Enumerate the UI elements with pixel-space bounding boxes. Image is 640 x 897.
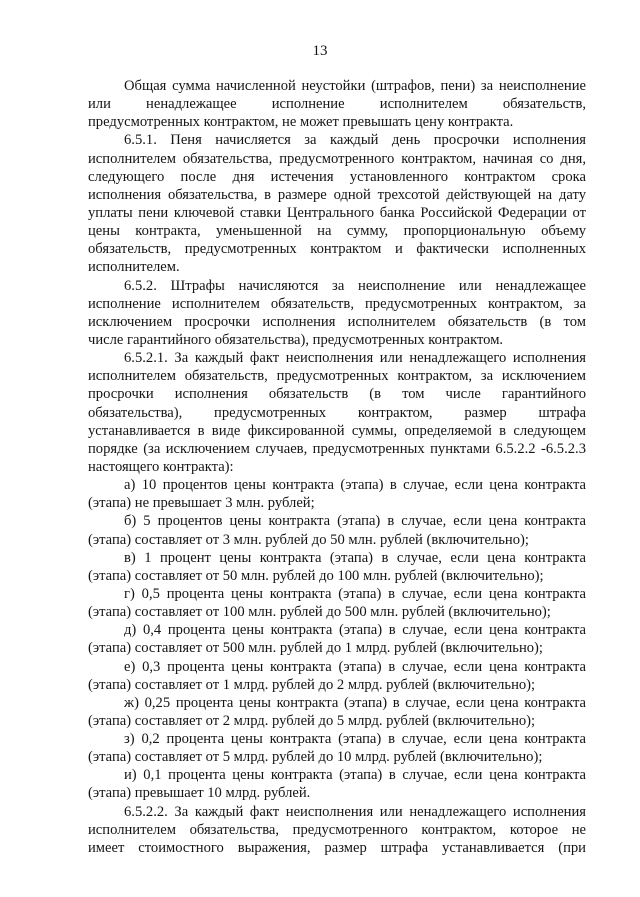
text-line: и) 0,1 процента цены контракта (этапа) в случае, если цена контракта <box>124 767 586 784</box>
text-line: исполнителем обязательств, предусмотренных контрактом, за исключением <box>88 368 586 385</box>
text-line: уплаты пени ключевой ставки Центрального банка Российской Федерации от <box>88 204 586 221</box>
text-line: или ненадлежащее исполнение исполнителем обязательств, <box>88 96 586 113</box>
text-line: имеет стоимостного выражения, размер штрафа устанавливается (при <box>88 839 586 856</box>
text-line: (этапа) составляет от 2 млрд. рублей до 5 млрд. рублей (включительно); <box>88 712 536 729</box>
text-line: а) 10 процентов цены контракта (этапа) в случае, если цена контракта <box>124 477 586 494</box>
text-line: (этапа) составляет от 100 млн. рублей до 500 млн. рублей (включительно); <box>88 604 551 621</box>
text-line: исполнителем обязательства, предусмотренного контрактом, которое не <box>88 821 586 838</box>
text-line: (этапа) составляет от 5 млрд. рублей до 10 млрд. рублей (включительно); <box>88 749 543 766</box>
text-line: цены контракта, уменьшенной на сумму, пропорциональную объему <box>88 223 586 240</box>
text-line: обязательств, предусмотренных контрактом и фактически исполненных <box>88 241 586 258</box>
text-line: 6.5.2.2. За каждый факт неисполнения или ненадлежащего исполнения <box>124 803 586 820</box>
text-line: г) 0,5 процента цены контракта (этапа) в случае, если цена контракта <box>124 585 586 602</box>
text-line: 6.5.2. Штрафы начисляются за неисполнение или ненадлежащее <box>124 277 586 294</box>
text-line: (этапа) превышает 10 млрд. рублей. <box>88 785 311 802</box>
text-line: (этапа) не превышает 3 млн. рублей; <box>88 495 315 512</box>
text-line: предусмотренных контрактом, не может превышать цену контракта. <box>88 114 514 131</box>
text-line: исполнение исполнителем обязательств, предусмотренных контрактом, за <box>88 295 586 312</box>
text-line: ж) 0,25 процента цены контракта (этапа) в случае, если цена контракта <box>124 694 586 711</box>
text-line: настоящего контракта): <box>88 458 234 475</box>
text-line: исполнения обязательства, в размере одной трехсотой действующей на дату <box>88 186 586 203</box>
text-line: (этапа) составляет от 1 млрд. рублей до 2 млрд. рублей (включительно); <box>88 676 536 693</box>
text-line: просрочки исполнения обязательств (в том числе гарантийного <box>88 386 586 403</box>
text-line: (этапа) составляет от 3 млн. рублей до 50 млн. рублей (включительно); <box>88 531 529 548</box>
text-line: Общая сумма начисленной неустойки (штрафов, пени) за неисполнение <box>124 78 586 94</box>
text-line: з) 0,2 процента цены контракта (этапа) в случае, если цена контракта <box>124 731 586 748</box>
text-line: исполнителем обязательства, предусмотренного контрактом, начиная со дня, <box>88 150 586 167</box>
text-line: е) 0,3 процента цены контракта (этапа) в случае, если цена контракта <box>124 658 586 675</box>
text-line: в) 1 процент цены контракта (этапа) в случае, если цена контракта <box>124 549 586 566</box>
text-line: порядке (за исключением случаев, предусмотренных пунктами 6.5.2.2 -6.5.2.3 <box>88 440 586 457</box>
text-line: числе гарантийного обязательства), предусмотренных контрактом. <box>88 331 504 348</box>
text-line: исключением просрочки исполнения исполнителем обязательств (в том <box>88 313 586 330</box>
text-line: 6.5.1. Пеня начисляется за каждый день просрочки исполнения <box>124 132 586 149</box>
text-line: 6.5.2.1. За каждый факт неисполнения или ненадлежащего исполнения <box>124 350 586 367</box>
text-line: (этапа) составляет от 50 млн. рублей до 100 млн. рублей (включительно); <box>88 567 544 584</box>
text-line: д) 0,4 процента цены контракта (этапа) в случае, если цена контракта <box>124 622 586 639</box>
text-line: обязательства), предусмотренных контрактом, размер штрафа <box>88 404 586 421</box>
text-line: (этапа) составляет от 500 млн. рублей до 1 млрд. рублей (включительно); <box>88 640 543 657</box>
text-line: устанавливается в виде фиксированной суммы, определяемой в следующем <box>88 422 586 439</box>
text-line: б) 5 процентов цены контракта (этапа) в случае, если цена контракта <box>124 513 586 530</box>
text-line: следующего после дня истечения установленного контрактом срока <box>88 168 586 185</box>
page-number: 13 <box>312 43 328 59</box>
text-line: исполнителем. <box>88 259 180 276</box>
document-body <box>88 77 586 857</box>
